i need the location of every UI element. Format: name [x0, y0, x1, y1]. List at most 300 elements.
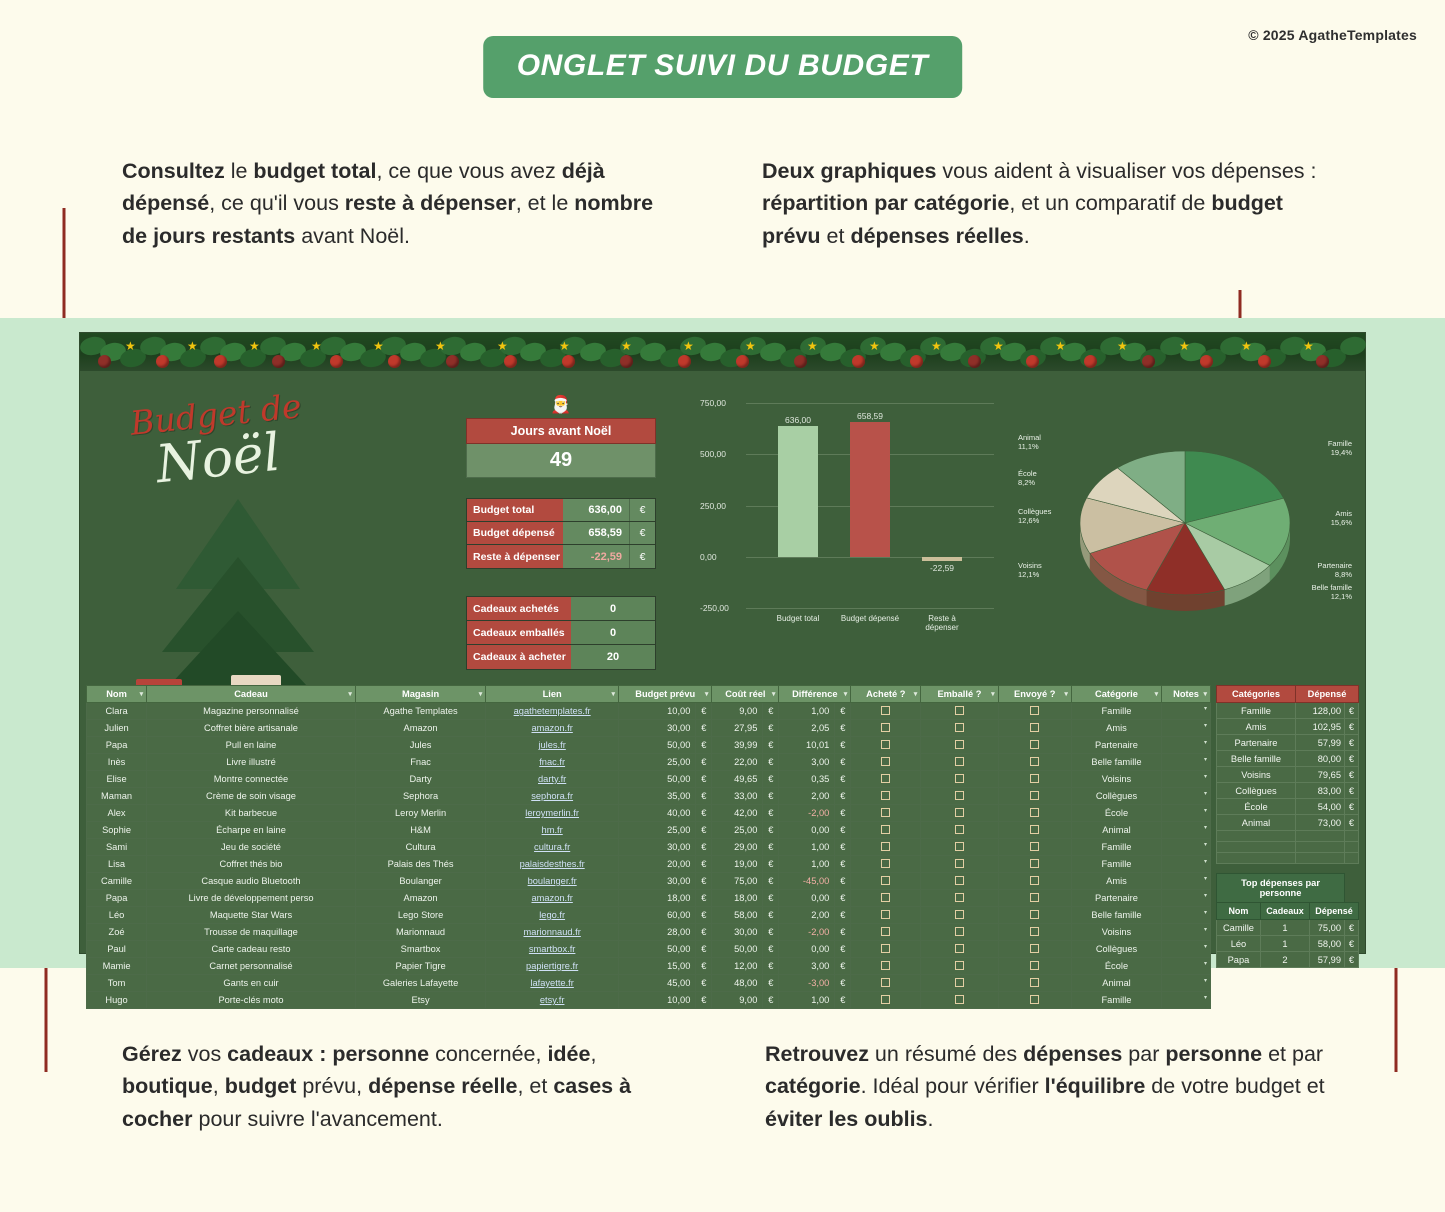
column-filter-icon[interactable]: ▾: [1154, 691, 1159, 698]
column-filter-icon[interactable]: ▾: [478, 691, 483, 698]
table-row[interactable]: [87, 975, 1211, 992]
table-cell[interactable]: [851, 720, 921, 737]
table-cell[interactable]: [486, 788, 619, 805]
table-cell[interactable]: 45,00: [619, 975, 696, 992]
table-cell[interactable]: €: [763, 771, 779, 788]
table-cell[interactable]: 60,00: [619, 907, 696, 924]
table-cell[interactable]: [921, 958, 998, 975]
table-cell[interactable]: €: [696, 890, 712, 907]
table-cell[interactable]: €: [763, 941, 779, 958]
link-cell[interactable]: boulanger.fr: [527, 876, 577, 886]
table-cell[interactable]: [486, 805, 619, 822]
category-summary-table[interactable]: [1216, 685, 1359, 864]
gifts-table[interactable]: [86, 685, 1211, 1009]
table-cell[interactable]: €: [835, 856, 851, 873]
table-cell[interactable]: [486, 771, 619, 788]
link-cell[interactable]: leroymerlin.fr: [525, 808, 579, 818]
table-cell[interactable]: 49,65: [712, 771, 763, 788]
table-column-header[interactable]: Emballé ? ▾: [921, 686, 998, 703]
table-cell[interactable]: Cultura: [355, 839, 485, 856]
table-cell[interactable]: [851, 924, 921, 941]
table-cell[interactable]: 10,00: [619, 992, 696, 1009]
link-cell[interactable]: papiertigre.fr: [526, 961, 579, 971]
table-cell[interactable]: Jules: [355, 737, 485, 754]
checkbox-sent[interactable]: [1030, 876, 1039, 885]
table-row[interactable]: [87, 890, 1211, 907]
table-cell[interactable]: €: [696, 737, 712, 754]
table-cell[interactable]: Voisins: [1071, 771, 1161, 788]
table-cell[interactable]: Coffret thés bio: [147, 856, 356, 873]
table-cell[interactable]: 20,00: [619, 856, 696, 873]
table-cell[interactable]: [486, 941, 619, 958]
table-cell[interactable]: Collègues: [1071, 941, 1161, 958]
table-cell[interactable]: Famille: [1071, 703, 1161, 720]
table-cell[interactable]: 12,00: [712, 958, 763, 975]
table-column-header[interactable]: Envoyé ? ▾: [998, 686, 1071, 703]
table-cell[interactable]: 50,00: [712, 941, 763, 958]
table-cell[interactable]: Coffret bière artisanale: [147, 720, 356, 737]
table-cell[interactable]: [1162, 907, 1211, 924]
table-cell[interactable]: [851, 737, 921, 754]
table-cell[interactable]: €: [763, 703, 779, 720]
checkbox-wrapped[interactable]: [955, 944, 964, 953]
table-cell[interactable]: 27,95: [712, 720, 763, 737]
table-cell[interactable]: 2,00: [779, 788, 835, 805]
column-filter-icon[interactable]: ▾: [704, 691, 709, 698]
table-cell[interactable]: [1162, 992, 1211, 1009]
table-cell[interactable]: [921, 822, 998, 839]
table-cell[interactable]: Porte-clés moto: [147, 992, 356, 1009]
table-cell[interactable]: -3,00: [779, 975, 835, 992]
checkbox-sent[interactable]: [1030, 723, 1039, 732]
table-cell[interactable]: 30,00: [712, 924, 763, 941]
table-cell[interactable]: [1162, 890, 1211, 907]
table-cell[interactable]: [998, 924, 1071, 941]
table-cell[interactable]: 35,00: [619, 788, 696, 805]
checkbox-wrapped[interactable]: [955, 910, 964, 919]
checkbox-wrapped[interactable]: [955, 961, 964, 970]
table-cell[interactable]: €: [696, 856, 712, 873]
table-cell[interactable]: [921, 907, 998, 924]
table-cell[interactable]: Maman: [87, 788, 147, 805]
table-cell[interactable]: Agathe Templates: [355, 703, 485, 720]
table-cell[interactable]: €: [696, 941, 712, 958]
table-cell[interactable]: Leroy Merlin: [355, 805, 485, 822]
table-cell[interactable]: Lisa: [87, 856, 147, 873]
table-cell[interactable]: 29,00: [712, 839, 763, 856]
table-cell[interactable]: €: [763, 737, 779, 754]
column-filter-icon[interactable]: ▾: [1203, 691, 1207, 698]
table-cell[interactable]: €: [835, 941, 851, 958]
table-column-header[interactable]: Magasin ▾: [355, 686, 485, 703]
table-cell[interactable]: Lego Store: [355, 907, 485, 924]
table-row[interactable]: [87, 992, 1211, 1009]
table-cell[interactable]: €: [696, 822, 712, 839]
table-cell[interactable]: [998, 805, 1071, 822]
table-cell[interactable]: Voisins: [1071, 924, 1161, 941]
checkbox-bought[interactable]: [881, 876, 890, 885]
table-cell[interactable]: €: [696, 788, 712, 805]
table-cell[interactable]: Papa: [87, 737, 147, 754]
table-cell[interactable]: Amazon: [355, 720, 485, 737]
checkbox-bought[interactable]: [881, 774, 890, 783]
table-cell[interactable]: [1162, 822, 1211, 839]
checkbox-sent[interactable]: [1030, 995, 1039, 1004]
table-cell[interactable]: [486, 873, 619, 890]
table-cell[interactable]: 39,99: [712, 737, 763, 754]
table-cell[interactable]: €: [763, 924, 779, 941]
table-cell[interactable]: €: [696, 720, 712, 737]
table-column-header[interactable]: Catégorie ▾: [1071, 686, 1161, 703]
table-cell[interactable]: Crème de soin visage: [147, 788, 356, 805]
column-filter-icon[interactable]: ▾: [139, 691, 144, 698]
table-cell[interactable]: 25,00: [712, 822, 763, 839]
table-cell[interactable]: [998, 788, 1071, 805]
table-cell[interactable]: Marionnaud: [355, 924, 485, 941]
table-cell[interactable]: [998, 737, 1071, 754]
table-row[interactable]: [87, 924, 1211, 941]
table-cell[interactable]: [998, 907, 1071, 924]
table-cell[interactable]: Julien: [87, 720, 147, 737]
table-cell[interactable]: 1,00: [779, 856, 835, 873]
table-cell[interactable]: 48,00: [712, 975, 763, 992]
table-cell[interactable]: Jeu de société: [147, 839, 356, 856]
table-cell[interactable]: 50,00: [619, 771, 696, 788]
link-cell[interactable]: smartbox.fr: [528, 944, 576, 954]
table-cell[interactable]: €: [696, 907, 712, 924]
table-cell[interactable]: €: [835, 737, 851, 754]
table-cell[interactable]: [851, 754, 921, 771]
table-cell[interactable]: €: [696, 975, 712, 992]
checkbox-wrapped[interactable]: [955, 757, 964, 766]
table-row[interactable]: [87, 873, 1211, 890]
checkbox-sent[interactable]: [1030, 961, 1039, 970]
table-row[interactable]: [87, 958, 1211, 975]
table-cell[interactable]: €: [763, 907, 779, 924]
table-cell[interactable]: €: [763, 805, 779, 822]
table-cell[interactable]: Sami: [87, 839, 147, 856]
table-cell[interactable]: [851, 771, 921, 788]
table-cell[interactable]: [851, 856, 921, 873]
checkbox-bought[interactable]: [881, 927, 890, 936]
link-cell[interactable]: sephora.fr: [531, 791, 574, 801]
table-cell[interactable]: [921, 805, 998, 822]
table-cell[interactable]: €: [835, 958, 851, 975]
checkbox-sent[interactable]: [1030, 978, 1039, 987]
table-cell[interactable]: €: [835, 992, 851, 1009]
column-filter-icon[interactable]: ▾: [913, 691, 918, 698]
table-cell[interactable]: Collègues: [1071, 788, 1161, 805]
table-cell[interactable]: €: [835, 822, 851, 839]
table-cell[interactable]: €: [763, 975, 779, 992]
table-cell[interactable]: [1162, 958, 1211, 975]
column-filter-icon[interactable]: ▾: [991, 691, 995, 698]
table-cell[interactable]: €: [696, 703, 712, 720]
table-cell[interactable]: [486, 975, 619, 992]
table-cell[interactable]: Montre connectée: [147, 771, 356, 788]
table-cell[interactable]: Animal: [1071, 975, 1161, 992]
table-column-header[interactable]: Cadeau ▾: [147, 686, 356, 703]
checkbox-wrapped[interactable]: [955, 791, 964, 800]
table-cell[interactable]: Casque audio Bluetooth: [147, 873, 356, 890]
table-cell[interactable]: Animal: [1071, 822, 1161, 839]
table-cell[interactable]: €: [696, 754, 712, 771]
spreadsheet-screenshot[interactable]: [80, 333, 1365, 1005]
table-column-header[interactable]: Lien ▾: [486, 686, 619, 703]
checkbox-bought[interactable]: [881, 757, 890, 766]
table-cell[interactable]: 2,05: [779, 720, 835, 737]
table-row[interactable]: [87, 703, 1211, 720]
table-cell[interactable]: 3,00: [779, 958, 835, 975]
table-cell[interactable]: €: [763, 788, 779, 805]
link-cell[interactable]: cultura.fr: [534, 842, 571, 852]
checkbox-wrapped[interactable]: [955, 876, 964, 885]
checkbox-bought[interactable]: [881, 723, 890, 732]
table-cell[interactable]: €: [835, 805, 851, 822]
table-row[interactable]: [87, 754, 1211, 771]
checkbox-sent[interactable]: [1030, 808, 1039, 817]
table-cell[interactable]: [998, 771, 1071, 788]
checkbox-wrapped[interactable]: [955, 995, 964, 1004]
table-cell[interactable]: Hugo: [87, 992, 147, 1009]
table-cell[interactable]: 0,00: [779, 890, 835, 907]
checkbox-wrapped[interactable]: [955, 825, 964, 834]
table-cell[interactable]: [1162, 805, 1211, 822]
checkbox-wrapped[interactable]: [955, 927, 964, 936]
table-row[interactable]: [87, 856, 1211, 873]
table-cell[interactable]: 15,00: [619, 958, 696, 975]
table-column-header[interactable]: Budget prévu ▾: [619, 686, 712, 703]
table-cell[interactable]: 75,00: [712, 873, 763, 890]
checkbox-sent[interactable]: [1030, 944, 1039, 953]
checkbox-bought[interactable]: [881, 825, 890, 834]
table-column-header[interactable]: Coût réel ▾: [712, 686, 779, 703]
checkbox-bought[interactable]: [881, 995, 890, 1004]
checkbox-wrapped[interactable]: [955, 723, 964, 732]
table-cell[interactable]: €: [835, 720, 851, 737]
table-cell[interactable]: [486, 890, 619, 907]
checkbox-wrapped[interactable]: [955, 706, 964, 715]
checkbox-sent[interactable]: [1030, 910, 1039, 919]
table-cell[interactable]: [921, 771, 998, 788]
table-cell[interactable]: [998, 941, 1071, 958]
checkbox-bought[interactable]: [881, 740, 890, 749]
link-cell[interactable]: jules.fr: [538, 740, 566, 750]
table-cell[interactable]: 1,00: [779, 992, 835, 1009]
checkbox-bought[interactable]: [881, 944, 890, 953]
table-cell[interactable]: €: [835, 771, 851, 788]
checkbox-sent[interactable]: [1030, 774, 1039, 783]
link-cell[interactable]: amazon.fr: [531, 723, 573, 733]
table-cell[interactable]: [921, 754, 998, 771]
checkbox-sent[interactable]: [1030, 927, 1039, 936]
table-cell[interactable]: Amis: [1071, 720, 1161, 737]
column-filter-icon[interactable]: ▾: [1064, 691, 1068, 698]
table-cell[interactable]: Gants en cuir: [147, 975, 356, 992]
checkbox-sent[interactable]: [1030, 706, 1039, 715]
table-cell[interactable]: 18,00: [712, 890, 763, 907]
table-cell[interactable]: [998, 992, 1071, 1009]
table-cell[interactable]: École: [1071, 805, 1161, 822]
table-cell[interactable]: [921, 737, 998, 754]
table-cell[interactable]: [998, 873, 1071, 890]
table-cell[interactable]: [921, 839, 998, 856]
table-cell[interactable]: [921, 856, 998, 873]
table-cell[interactable]: Etsy: [355, 992, 485, 1009]
column-filter-icon[interactable]: ▾: [348, 691, 352, 698]
link-cell[interactable]: lego.fr: [539, 910, 566, 920]
table-cell[interactable]: 9,00: [712, 703, 763, 720]
table-cell[interactable]: Camille: [87, 873, 147, 890]
table-row[interactable]: [87, 788, 1211, 805]
column-filter-icon[interactable]: ▾: [771, 691, 776, 698]
table-cell[interactable]: [921, 720, 998, 737]
table-cell[interactable]: 58,00: [712, 907, 763, 924]
table-cell[interactable]: €: [696, 771, 712, 788]
table-cell[interactable]: Famille: [1071, 992, 1161, 1009]
table-cell[interactable]: 2,00: [779, 907, 835, 924]
table-cell[interactable]: [921, 992, 998, 1009]
checkbox-sent[interactable]: [1030, 791, 1039, 800]
table-cell[interactable]: 28,00: [619, 924, 696, 941]
table-cell[interactable]: €: [696, 958, 712, 975]
table-cell[interactable]: [1162, 788, 1211, 805]
table-cell[interactable]: [1162, 975, 1211, 992]
checkbox-bought[interactable]: [881, 791, 890, 800]
table-column-header[interactable]: Nom ▾: [87, 686, 147, 703]
table-cell[interactable]: [486, 924, 619, 941]
checkbox-sent[interactable]: [1030, 757, 1039, 766]
table-cell[interactable]: [1162, 856, 1211, 873]
table-cell[interactable]: [486, 720, 619, 737]
table-cell[interactable]: [486, 737, 619, 754]
link-cell[interactable]: marionnaud.fr: [523, 927, 581, 937]
table-cell[interactable]: [486, 958, 619, 975]
checkbox-sent[interactable]: [1030, 740, 1039, 749]
table-cell[interactable]: €: [835, 907, 851, 924]
table-row[interactable]: [87, 839, 1211, 856]
checkbox-sent[interactable]: [1030, 859, 1039, 868]
table-cell[interactable]: [921, 788, 998, 805]
table-cell[interactable]: Partenaire: [1071, 890, 1161, 907]
table-cell[interactable]: €: [763, 822, 779, 839]
table-cell[interactable]: Alex: [87, 805, 147, 822]
table-cell[interactable]: 30,00: [619, 720, 696, 737]
table-row[interactable]: [87, 737, 1211, 754]
table-cell[interactable]: €: [835, 788, 851, 805]
table-cell[interactable]: Clara: [87, 703, 147, 720]
table-column-header[interactable]: Acheté ? ▾: [851, 686, 921, 703]
table-cell[interactable]: [1162, 737, 1211, 754]
table-cell[interactable]: Sophie: [87, 822, 147, 839]
table-cell[interactable]: [921, 975, 998, 992]
table-row[interactable]: [87, 771, 1211, 788]
table-cell[interactable]: [851, 873, 921, 890]
table-cell[interactable]: [851, 805, 921, 822]
table-cell[interactable]: [921, 890, 998, 907]
table-cell[interactable]: €: [763, 839, 779, 856]
table-cell[interactable]: 9,00: [712, 992, 763, 1009]
table-cell[interactable]: 3,00: [779, 754, 835, 771]
table-cell[interactable]: Zoé: [87, 924, 147, 941]
table-cell[interactable]: €: [763, 720, 779, 737]
table-column-header[interactable]: Notes ▾: [1162, 686, 1211, 703]
table-cell[interactable]: €: [696, 992, 712, 1009]
table-cell[interactable]: [1162, 771, 1211, 788]
table-cell[interactable]: €: [696, 924, 712, 941]
table-cell[interactable]: [1162, 941, 1211, 958]
table-cell[interactable]: Palais des Thés: [355, 856, 485, 873]
table-cell[interactable]: 42,00: [712, 805, 763, 822]
column-filter-icon[interactable]: ▾: [611, 691, 616, 698]
link-cell[interactable]: darty.fr: [538, 774, 567, 784]
table-cell[interactable]: [851, 958, 921, 975]
table-cell[interactable]: Papa: [87, 890, 147, 907]
table-cell[interactable]: [486, 992, 619, 1009]
table-cell[interactable]: Livre de développement perso: [147, 890, 356, 907]
table-cell[interactable]: [998, 890, 1071, 907]
table-cell[interactable]: Elise: [87, 771, 147, 788]
table-cell[interactable]: [851, 890, 921, 907]
table-cell[interactable]: [851, 788, 921, 805]
checkbox-bought[interactable]: [881, 808, 890, 817]
table-cell[interactable]: [1162, 873, 1211, 890]
table-cell[interactable]: Belle famille: [1071, 754, 1161, 771]
checkbox-wrapped[interactable]: [955, 842, 964, 851]
checkbox-sent[interactable]: [1030, 842, 1039, 851]
table-cell[interactable]: Magazine personnalisé: [147, 703, 356, 720]
table-cell[interactable]: École: [1071, 958, 1161, 975]
table-cell[interactable]: [998, 958, 1071, 975]
table-cell[interactable]: [998, 754, 1071, 771]
table-cell[interactable]: Darty: [355, 771, 485, 788]
table-cell[interactable]: Inès: [87, 754, 147, 771]
link-cell[interactable]: agathetemplates.fr: [513, 706, 591, 716]
table-cell[interactable]: Léo: [87, 907, 147, 924]
checkbox-bought[interactable]: [881, 859, 890, 868]
table-cell[interactable]: Mamie: [87, 958, 147, 975]
table-cell[interactable]: €: [835, 975, 851, 992]
table-cell[interactable]: [851, 975, 921, 992]
table-cell[interactable]: Écharpe en laine: [147, 822, 356, 839]
table-cell[interactable]: €: [763, 890, 779, 907]
table-cell[interactable]: Belle famille: [1071, 907, 1161, 924]
table-cell[interactable]: Partenaire: [1071, 737, 1161, 754]
table-cell[interactable]: Tom: [87, 975, 147, 992]
column-filter-icon[interactable]: ▾: [843, 691, 848, 698]
table-cell[interactable]: [998, 720, 1071, 737]
table-cell[interactable]: €: [696, 839, 712, 856]
link-cell[interactable]: lafayette.fr: [530, 978, 574, 988]
table-cell[interactable]: Kit barbecue: [147, 805, 356, 822]
table-cell[interactable]: 0,35: [779, 771, 835, 788]
table-cell[interactable]: Smartbox: [355, 941, 485, 958]
table-cell[interactable]: [851, 703, 921, 720]
table-cell[interactable]: [851, 941, 921, 958]
table-cell[interactable]: [921, 924, 998, 941]
table-cell[interactable]: 0,00: [779, 822, 835, 839]
table-cell[interactable]: €: [763, 958, 779, 975]
checkbox-bought[interactable]: [881, 961, 890, 970]
table-cell[interactable]: [486, 839, 619, 856]
table-cell[interactable]: Livre illustré: [147, 754, 356, 771]
table-cell[interactable]: [1162, 703, 1211, 720]
table-cell[interactable]: €: [835, 924, 851, 941]
checkbox-sent[interactable]: [1030, 825, 1039, 834]
table-cell[interactable]: 1,00: [779, 703, 835, 720]
table-cell[interactable]: 19,00: [712, 856, 763, 873]
checkbox-sent[interactable]: [1030, 893, 1039, 902]
